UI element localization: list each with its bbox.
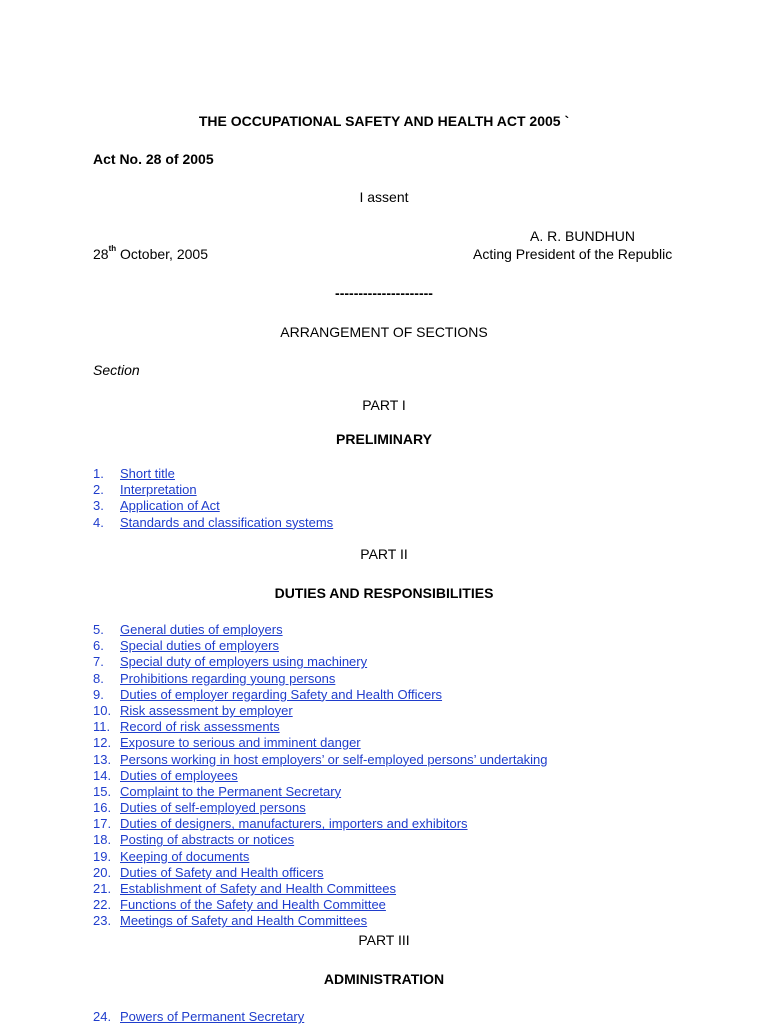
section-title: Duties of designers, manufacturers, importers and exhibitors [120,816,468,832]
section-title: Persons working in host employers’ or self-employed persons’ undertaking [120,751,548,767]
section-link-17[interactable] [93,816,468,831]
section-number: 14. [93,767,112,783]
section-number: 8. [93,670,104,686]
section-number: 11. [93,719,111,735]
section-title: Functions of the Safety and Health Committee [120,897,386,913]
toc-list-part-2 [93,621,548,929]
section-title: Interpretation [120,482,197,498]
section-title: Meetings of Safety and Health Committees [120,913,368,929]
section-link-16[interactable] [93,800,306,815]
toc-item [93,670,548,686]
signatory-name: A. R. BUNDHUN [530,228,636,244]
toc-item [93,481,333,497]
section-link-4[interactable] [93,515,333,530]
toc-item [93,767,548,783]
section-link-21[interactable] [93,881,396,896]
act-number: Act No. 28 of 2005 [93,151,214,167]
arrangement-heading: ARRANGEMENT OF SECTIONS [280,324,488,340]
section-title: Complaint to the Permanent Secretary [120,783,342,799]
section-title: Keeping of documents [120,848,250,864]
section-link-2[interactable] [93,482,197,497]
section-link-5[interactable] [93,622,283,637]
section-title: Special duty of employers using machinery [120,654,368,670]
part-heading-1: PRELIMINARY [336,431,432,447]
toc-list-part-3 [93,1008,304,1024]
toc-item [93,896,548,912]
toc-item [93,637,548,653]
toc-item [93,831,548,847]
toc-item [93,653,548,669]
section-number: 16. [93,800,112,816]
toc-item [93,815,548,831]
part-label-2: PART II [360,546,408,562]
section-number: 23. [93,913,112,929]
section-title: Establishment of Safety and Health Committees [120,881,397,896]
section-number: 10. [93,702,112,718]
section-title: General duties of employers [120,622,283,637]
part-heading-3: ADMINISTRATION [323,971,445,987]
section-title: Posting of abstracts or notices [120,832,295,848]
toc-item [93,848,548,864]
section-title: Application of Act [120,498,220,514]
section-link-19[interactable] [93,849,249,864]
section-link-9[interactable] [93,687,442,702]
assent-date [93,246,208,262]
date-day: 28 [93,246,109,262]
toc-item [93,799,548,815]
section-number: 3. [93,498,104,514]
section-title: Record of risk assessments [120,719,280,735]
section-link-12[interactable] [93,735,361,750]
section-title: Duties of employer regarding Safety and Health Officers [120,686,443,702]
toc-item [93,718,548,734]
section-number: 2. [93,482,104,498]
toc-item [93,880,548,896]
section-link-10[interactable] [93,703,293,718]
section-title: Duties of Safety and Health officers [120,864,324,880]
toc-item [93,497,333,513]
toc-item [93,912,548,928]
section-title: Standards and classification systems [120,514,334,530]
section-link-13[interactable] [93,752,548,767]
toc-item [93,702,548,718]
toc-item [93,1008,304,1024]
section-number: 6. [93,638,104,654]
section-title: Exposure to serious and imminent danger [120,735,361,751]
section-link-11[interactable] [93,719,280,734]
section-title: Prohibitions regarding young persons [120,670,336,686]
section-link-8[interactable] [93,671,335,686]
separator-line: --------------------- [335,285,433,301]
toc-item [93,514,333,530]
section-link-1[interactable] [93,466,175,481]
date-suffix: th [108,244,117,253]
section-number: 24. [93,1009,112,1024]
section-link-7[interactable] [93,654,367,669]
toc-item [93,783,548,799]
toc-item [93,864,548,880]
section-number: 4. [93,514,104,530]
section-link-18[interactable] [93,832,294,847]
section-number: 15. [93,783,112,799]
toc-item [93,751,548,767]
section-number: 21. [93,881,112,896]
section-number: 7. [93,654,104,670]
act-title: THE OCCUPATIONAL SAFETY AND HEALTH ACT 2005 ` [198,113,570,129]
section-number: 9. [93,686,104,702]
part-label-3: PART III [358,932,410,948]
section-link-24[interactable] [93,1009,304,1024]
date-rest: October, 2005 [116,246,208,262]
toc-list-part-1 [93,465,333,530]
assent-text: I assent [359,189,409,205]
part-label-1: PART I [362,397,406,413]
section-title: Powers of Permanent Secretary [120,1009,305,1024]
section-number: 5. [93,622,104,637]
section-link-6[interactable] [93,638,279,653]
toc-item [93,621,548,637]
section-number: 22. [93,897,112,913]
section-title: Special duties of employers [120,638,279,654]
section-number: 12. [93,735,112,751]
section-link-22[interactable] [93,897,386,912]
section-number: 13. [93,751,112,767]
section-number: 18. [93,832,112,848]
section-title: Duties of self-employed persons [120,800,306,816]
section-link-15[interactable] [93,784,341,799]
section-link-20[interactable] [93,865,324,880]
section-number: 1. [93,466,104,481]
toc-item [93,465,333,481]
section-link-14[interactable] [93,768,238,783]
section-number: 20. [93,864,112,880]
section-title: Risk assessment by employer [120,702,293,718]
section-title: Short title [120,466,175,481]
section-title: Duties of employees [120,767,238,783]
part-heading-2: DUTIES AND RESPONSIBILITIES [274,585,494,601]
section-label: Section [93,362,140,378]
toc-item [93,686,548,702]
section-number: 19. [93,848,112,864]
section-link-3[interactable] [93,498,220,513]
section-number: 17. [93,816,112,832]
toc-item [93,734,548,750]
signatory-role: Acting President of the Republic [473,246,673,262]
section-link-23[interactable] [93,913,367,928]
